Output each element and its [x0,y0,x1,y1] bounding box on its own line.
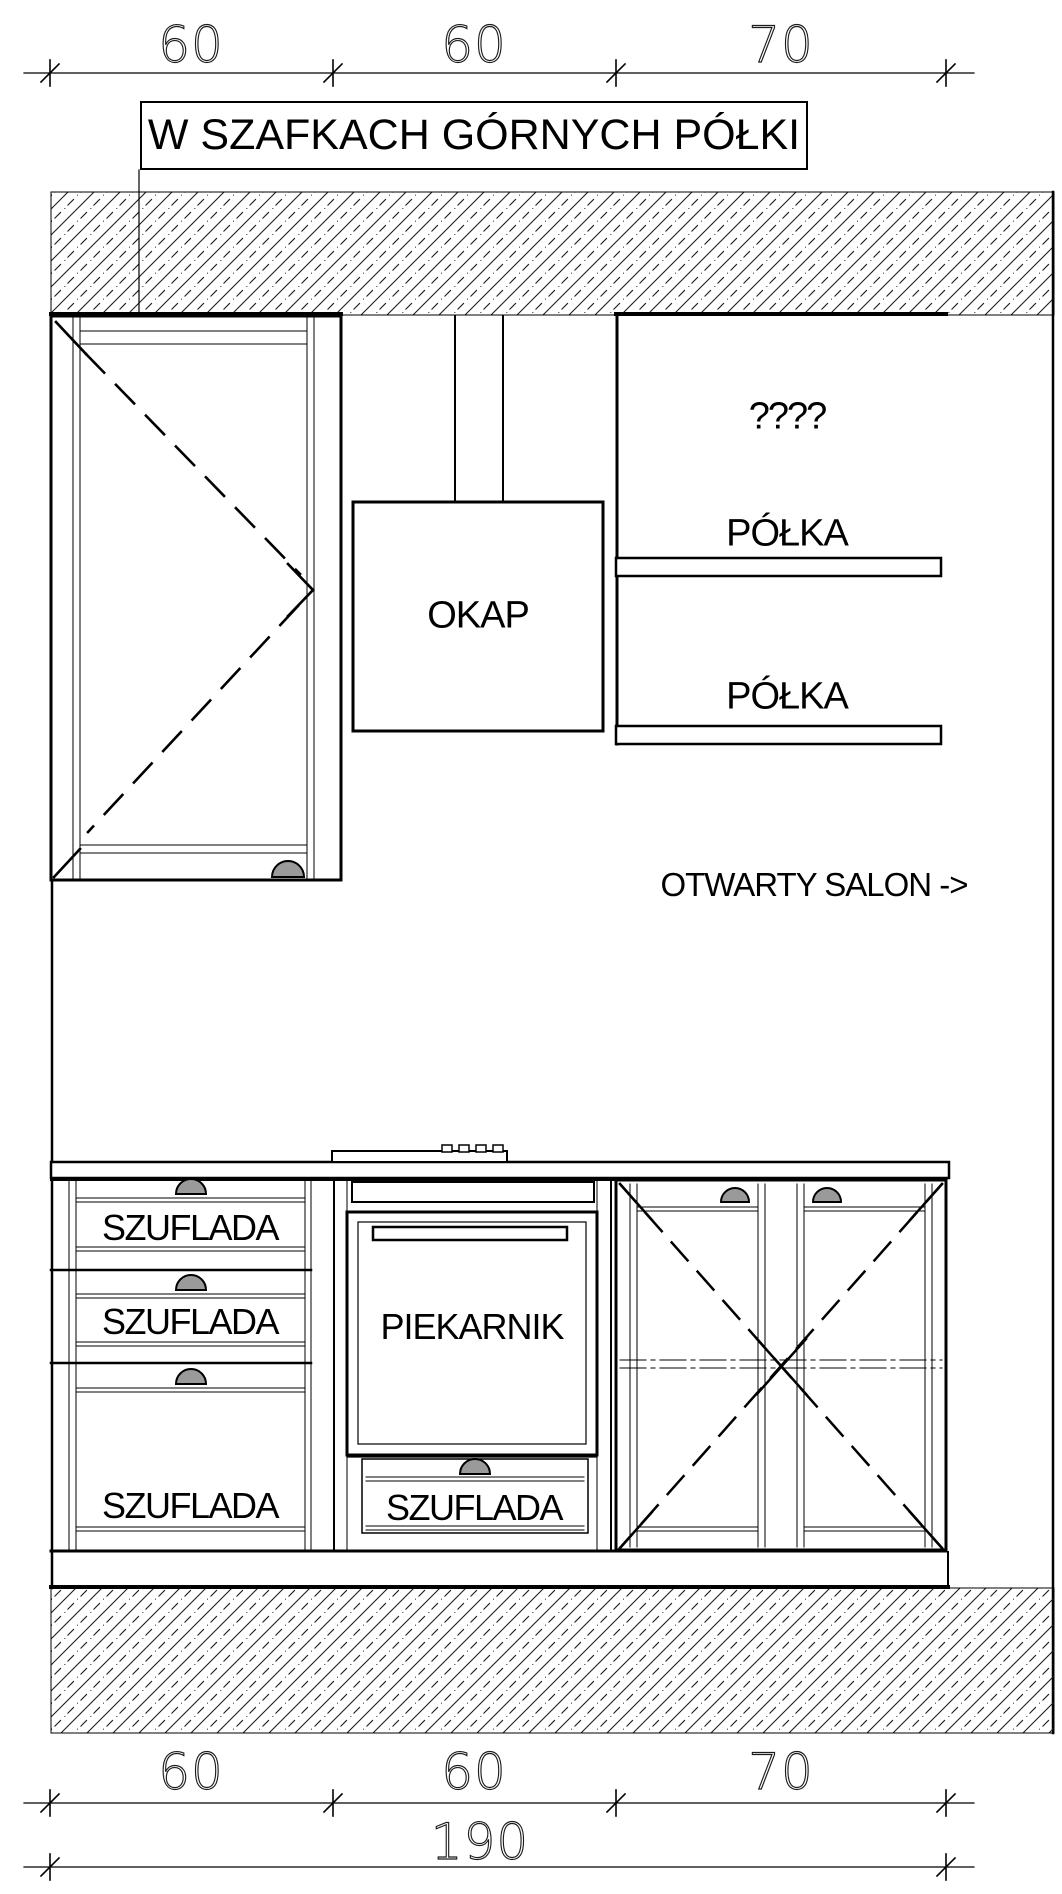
title-box [140,101,808,170]
hood-duct [455,316,503,502]
drawer-label-1: SZUFLADA [101,1207,279,1248]
oven-control-strip [352,1182,594,1202]
floor-hatch [51,1587,1054,1733]
bottom-dim-60-left: 60 [158,1743,224,1801]
ceiling-hatch [51,192,1054,315]
hood-label: OKAP [427,594,529,637]
top-dim-60-left: 60 [158,16,224,74]
drawer-handle [460,1459,490,1474]
shelf-board-top [616,558,941,576]
bottom-dim-60-mid: 60 [441,1743,507,1801]
oven-drawer-label: SZUFLADA [385,1487,563,1528]
shelf-label-bottom: PÓŁKA [726,675,848,718]
oven-label: PIEKARNIK [380,1306,564,1347]
bottom-dim-total: 190 [430,1813,530,1871]
drawing-title: W SZAFKACH GÓRNYCH PÓŁKI [147,111,801,159]
top-dim-70: 70 [748,16,814,74]
oven-handle-bar [373,1227,567,1240]
drawer-handle [176,1179,206,1194]
drawer-handle [176,1369,206,1384]
countertop [51,1162,949,1178]
drawer-label-3: SZUFLADA [101,1485,279,1526]
open-salon-label: OTWARTY SALON -> [660,866,968,903]
right-door-cabinet [616,1180,946,1550]
shelf-label-top: PÓŁKA [726,512,848,555]
shelf-board-bottom [616,726,941,744]
question-marks-label: ???? [748,395,826,438]
drawer-handle [176,1275,206,1290]
bottom-dim-70: 70 [748,1743,814,1801]
cooktop [332,1145,507,1162]
drawer-label-2: SZUFLADA [101,1301,279,1342]
upper-left-cabinet [51,316,341,880]
top-dim-60-mid: 60 [441,16,507,74]
